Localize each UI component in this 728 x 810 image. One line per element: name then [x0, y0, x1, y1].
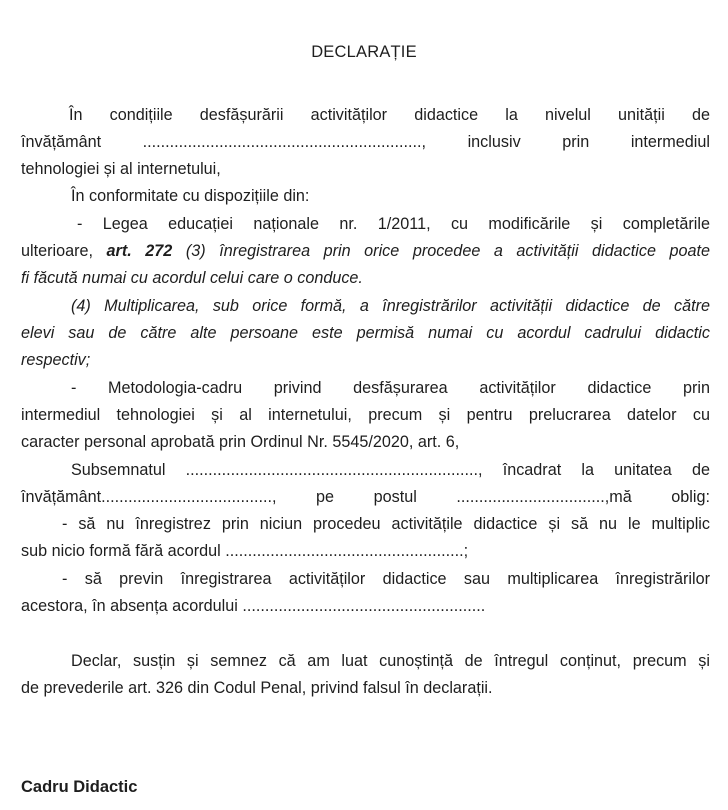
article-reference: art. 272: [106, 242, 173, 260]
paragraph-3-line-1: - Legea educației naționale nr. 1/2011, cu modificările și completările: [77, 215, 710, 233]
paragraph-7-line-1: - să nu înregistrez prin niciun procedeu activitățile didactice și să nu le multiplic: [62, 515, 710, 533]
paragraph-4-line-1: (4) Multiplicarea, sub orice formă, a înregistrărilor activității didactice de către: [71, 297, 710, 315]
paragraph-1-line-2: învățământ .............................................................., inclusiv prin intermediul: [21, 133, 710, 151]
document-title: DECLARAȚIE: [311, 43, 417, 61]
paragraph-2-line: În conformitate cu dispozițiile din:: [71, 187, 310, 205]
paragraph-1-line-3: tehnologiei și al internetului,: [21, 160, 221, 178]
paragraph-5-line-3: caracter personal aprobată prin Ordinul Nr. 5545/2020, art. 6,: [21, 433, 460, 451]
law-text-prefix: ulterioare,: [21, 242, 107, 260]
signature-label: Cadru Didactic: [21, 778, 138, 796]
paragraph-6-line-2: învățământ......................................, pe postul .................................,mă oblig:: [21, 488, 710, 506]
paragraph-3-line-3: fi făcută numai cu acordul celui care o conduce.: [21, 269, 363, 287]
paragraph-6-line-1: Subsemnatul ................................................................., încadrat la unitatea de: [71, 461, 710, 479]
paragraph-9-line-2: de prevederile art. 326 din Codul Penal, privind falsul în declarații.: [21, 679, 493, 697]
article-text: (3) înregistrarea prin orice procedee a activității didactice poate: [172, 242, 711, 260]
paragraph-4-line-2: elevi sau de către alte persoane este permisă numai cu acordul cadrului didactic: [21, 324, 710, 342]
paragraph-9-line-1: Declar, susțin și semnez că am luat cunoștință de întregul conținut, precum și: [71, 652, 710, 670]
paragraph-4-line-3: respectiv;: [21, 351, 91, 369]
paragraph-1-line-1: În condițiile desfășurării activităților didactice la nivelul unității de: [69, 106, 710, 124]
paragraph-5-line-1: - Metodologia-cadru privind desfășurarea activităților didactice prin: [71, 379, 710, 397]
paragraph-5-line-2: intermediul tehnologiei și al internetului, precum și pentru prelucrarea datelor cu: [21, 406, 710, 424]
paragraph-3-line-2: [21, 241, 710, 261]
paragraph-8-line-2: acestora, în absența acordului ......................................................: [21, 597, 486, 615]
paragraph-8-line-1: - să previn înregistrarea activităților didactice sau multiplicarea înregistrărilor: [62, 570, 710, 588]
paragraph-7-line-2: sub nicio formă fără acordul .....................................................;: [21, 542, 469, 560]
